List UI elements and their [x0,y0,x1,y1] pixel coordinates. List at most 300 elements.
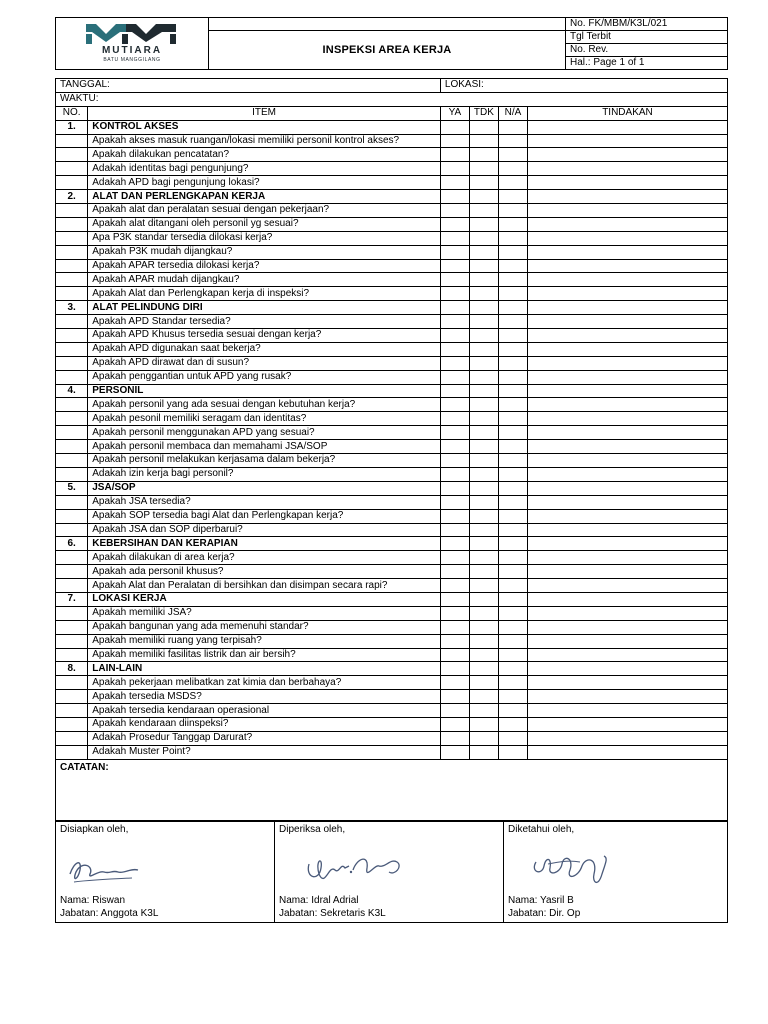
tdk-checkbox[interactable] [469,537,498,551]
tdk-checkbox[interactable] [469,176,498,190]
section-row [56,190,728,204]
na-checkbox[interactable] [498,551,527,565]
ya-checkbox[interactable] [440,717,469,731]
na-checkbox[interactable] [498,176,527,190]
tindakan-field[interactable] [527,440,727,454]
checklist-item-row [56,176,728,190]
checklist-item: Apakah alat ditangani oleh personil yg sesuai? [88,217,441,231]
signature-table [55,821,728,923]
ya-checkbox[interactable] [440,384,469,398]
tdk-checkbox[interactable] [469,509,498,523]
checklist-item-row [56,495,728,509]
checklist-item: Apakah personil yang ada sesuai dengan kebutuhan kerja? [88,398,441,412]
ya-checkbox[interactable] [440,731,469,745]
signer-position: Jabatan: Anggota K3L [60,907,159,919]
tindakan-field[interactable] [527,592,727,606]
tindakan-field[interactable] [527,342,727,356]
tdk-checkbox[interactable] [469,370,498,384]
tdk-checkbox[interactable] [469,329,498,343]
tindakan-field[interactable] [527,384,727,398]
ya-checkbox[interactable] [440,301,469,315]
tdk-checkbox[interactable] [469,495,498,509]
tindakan-field[interactable] [527,315,727,329]
ya-checkbox[interactable] [440,245,469,259]
tindakan-field[interactable] [527,634,727,648]
section-row [56,384,728,398]
checklist-item: Apakah JSA dan SOP diperbarui? [88,523,441,537]
tindakan-field[interactable] [527,176,727,190]
tindakan-field[interactable] [527,162,727,176]
doc-number: No. FK/MBM/K3L/021 [566,18,728,31]
ya-checkbox[interactable] [440,523,469,537]
ya-checkbox[interactable] [440,426,469,440]
na-checkbox[interactable] [498,148,527,162]
na-checkbox[interactable] [498,370,527,384]
tdk-checkbox[interactable] [469,565,498,579]
ya-checkbox[interactable] [440,231,469,245]
checklist-item: Apakah alat dan peralatan sesuai dengan pekerjaan? [88,204,441,218]
na-checkbox[interactable] [498,704,527,718]
tindakan-field[interactable] [527,301,727,315]
na-checkbox[interactable] [498,731,527,745]
checklist-item: Apakah tersedia MSDS? [88,690,441,704]
checklist-item-row [56,676,728,690]
catatan-field[interactable]: CATATAN: [56,759,728,820]
tdk-checkbox[interactable] [469,481,498,495]
item-number [56,329,88,343]
section-number: 4. [56,384,88,398]
tindakan-field[interactable] [527,662,727,676]
tindakan-field[interactable] [527,551,727,565]
tindakan-field[interactable] [527,231,727,245]
ya-checkbox[interactable] [440,690,469,704]
ya-checkbox[interactable] [440,509,469,523]
na-checkbox[interactable] [498,620,527,634]
checklist-item: Apakah APAR tersedia dilokasi kerja? [88,259,441,273]
na-checkbox[interactable] [498,440,527,454]
ya-checkbox[interactable] [440,454,469,468]
tdk-checkbox[interactable] [469,745,498,759]
ya-checkbox[interactable] [440,579,469,593]
tindakan-field[interactable] [527,412,727,426]
ya-checkbox[interactable] [440,273,469,287]
item-number [56,620,88,634]
tindakan-field[interactable] [527,717,727,731]
checklist-item-row [56,217,728,231]
na-checkbox[interactable] [498,676,527,690]
na-checkbox[interactable] [498,190,527,204]
ya-checkbox[interactable] [440,329,469,343]
no-rev: No. Rev. [566,44,728,57]
na-checkbox[interactable] [498,412,527,426]
checklist-item: Apakah pesonil memiliki seragam dan identitas? [88,412,441,426]
ya-checkbox[interactable] [440,620,469,634]
checklist-item-row [56,398,728,412]
ya-checkbox[interactable] [440,356,469,370]
tindakan-field[interactable] [527,287,727,301]
na-checkbox[interactable] [498,745,527,759]
ya-checkbox[interactable] [440,287,469,301]
checklist-item: Apakah memiliki fasilitas listrik dan air bersih? [88,648,441,662]
tindakan-field[interactable] [527,120,727,134]
tindakan-field[interactable] [527,467,727,481]
checklist-item-row [56,204,728,218]
tdk-checkbox[interactable] [469,467,498,481]
tindakan-field[interactable] [527,398,727,412]
header-blank [209,18,566,31]
tdk-checkbox[interactable] [469,148,498,162]
ya-checkbox[interactable] [440,162,469,176]
item-number [56,634,88,648]
item-number [56,370,88,384]
checklist-item-row [56,134,728,148]
signature-label: Disiapkan oleh, [60,823,129,835]
section-number: 7. [56,592,88,606]
section-title: LOKASI KERJA [88,592,441,606]
item-number [56,398,88,412]
tindakan-field[interactable] [527,509,727,523]
checklist-item: Adakah izin kerja bagi personil? [88,467,441,481]
na-checkbox[interactable] [498,579,527,593]
na-checkbox[interactable] [498,537,527,551]
tindakan-field[interactable] [527,370,727,384]
checklist-item: Apakah personil menggunakan APD yang sesuai? [88,426,441,440]
tdk-checkbox[interactable] [469,606,498,620]
catatan-row [56,759,728,820]
item-number [56,148,88,162]
signer-name: Nama: Idral Adrial [279,894,359,906]
ya-checkbox[interactable] [440,190,469,204]
section-title: JSA/SOP [88,481,441,495]
col-na: N/A [498,106,527,120]
tindakan-field[interactable] [527,329,727,343]
tdk-checkbox[interactable] [469,717,498,731]
tindakan-field[interactable] [527,259,727,273]
tindakan-field[interactable] [527,648,727,662]
tdk-checkbox[interactable] [469,579,498,593]
na-checkbox[interactable] [498,662,527,676]
signer-name: Nama: Riswan [60,894,126,906]
item-number [56,509,88,523]
tdk-checkbox[interactable] [469,648,498,662]
checklist-item: Apakah personil melakukan kerjasama dalam bekerja? [88,454,441,468]
ya-checkbox[interactable] [440,537,469,551]
tindakan-field[interactable] [527,454,727,468]
tdk-checkbox[interactable] [469,342,498,356]
tindakan-field[interactable] [527,565,727,579]
tindakan-field[interactable] [527,523,727,537]
signature-block-prepared [56,821,275,922]
na-checkbox[interactable] [498,717,527,731]
section-number: 1. [56,120,88,134]
item-number [56,426,88,440]
section-row [56,592,728,606]
na-checkbox[interactable] [498,384,527,398]
na-checkbox[interactable] [498,690,527,704]
na-checkbox[interactable] [498,120,527,134]
tindakan-field[interactable] [527,204,727,218]
signature-block-acknowledged [504,821,728,922]
company-logo [56,18,209,70]
checklist-item: Apakah APAR mudah dijangkau? [88,273,441,287]
item-number [56,245,88,259]
checklist-item: Apakah tersedia kendaraan operasional [88,704,441,718]
checklist-item-row [56,287,728,301]
ya-checkbox[interactable] [440,648,469,662]
tindakan-field[interactable] [527,273,727,287]
tindakan-field[interactable] [527,245,727,259]
na-checkbox[interactable] [498,509,527,523]
checklist-item: Apakah personil membaca dan memahami JSA/SOP [88,440,441,454]
checklist-item: Apakah pekerjaan melibatkan zat kimia dan berbahaya? [88,676,441,690]
checklist-item-row [56,509,728,523]
section-row [56,662,728,676]
item-number [56,551,88,565]
na-checkbox[interactable] [498,356,527,370]
na-checkbox[interactable] [498,315,527,329]
section-number: 6. [56,537,88,551]
ya-checkbox[interactable] [440,134,469,148]
tindakan-field[interactable] [527,148,727,162]
ya-checkbox[interactable] [440,398,469,412]
section-number: 5. [56,481,88,495]
ya-checkbox[interactable] [440,467,469,481]
ya-checkbox[interactable] [440,606,469,620]
tindakan-field[interactable] [527,537,727,551]
ya-checkbox[interactable] [440,551,469,565]
ya-checkbox[interactable] [440,342,469,356]
tdk-checkbox[interactable] [469,523,498,537]
tdk-checkbox[interactable] [469,620,498,634]
checklist-item: Apakah APD dirawat dan di susun? [88,356,441,370]
na-checkbox[interactable] [498,467,527,481]
checklist-item-row [56,440,728,454]
checklist-item-row [56,342,728,356]
tdk-checkbox[interactable] [469,398,498,412]
checklist-item: Apa P3K standar tersedia dilokasi kerja? [88,231,441,245]
section-row [56,537,728,551]
item-number [56,217,88,231]
info-row-waktu [56,92,728,106]
tdk-checkbox[interactable] [469,245,498,259]
na-checkbox[interactable] [498,342,527,356]
checklist-item-row [56,523,728,537]
checklist-item-row [56,606,728,620]
tanggal-field[interactable]: TANGGAL: [56,79,441,93]
na-checkbox[interactable] [498,162,527,176]
tdk-checkbox[interactable] [469,231,498,245]
tdk-checkbox[interactable] [469,412,498,426]
tdk-checkbox[interactable] [469,204,498,218]
item-number [56,440,88,454]
ya-checkbox[interactable] [440,634,469,648]
ya-checkbox[interactable] [440,704,469,718]
tdk-checkbox[interactable] [469,676,498,690]
tdk-checkbox[interactable] [469,162,498,176]
tdk-checkbox[interactable] [469,217,498,231]
na-checkbox[interactable] [498,204,527,218]
na-checkbox[interactable] [498,426,527,440]
tindakan-field[interactable] [527,579,727,593]
ya-checkbox[interactable] [440,745,469,759]
checklist-item: Apakah memiliki JSA? [88,606,441,620]
tindakan-field[interactable] [527,134,727,148]
na-checkbox[interactable] [498,287,527,301]
checklist-item: Apakah dilakukan pencatatan? [88,148,441,162]
ya-checkbox[interactable] [440,592,469,606]
item-number [56,356,88,370]
na-checkbox[interactable] [498,231,527,245]
checklist-item: Apakah Alat dan Perlengkapan kerja di inspeksi? [88,287,441,301]
signature-riswan [60,844,270,894]
na-checkbox[interactable] [498,259,527,273]
na-checkbox[interactable] [498,592,527,606]
ya-checkbox[interactable] [440,204,469,218]
checklist-item: Apakah P3K mudah dijangkau? [88,245,441,259]
checklist-item: Apakah memiliki ruang yang terpisah? [88,634,441,648]
checklist-item-row [56,745,728,759]
section-number: 8. [56,662,88,676]
ya-checkbox[interactable] [440,676,469,690]
tdk-checkbox[interactable] [469,287,498,301]
ya-checkbox[interactable] [440,370,469,384]
na-checkbox[interactable] [498,648,527,662]
tdk-checkbox[interactable] [469,551,498,565]
tdk-checkbox[interactable] [469,384,498,398]
na-checkbox[interactable] [498,301,527,315]
ya-checkbox[interactable] [440,217,469,231]
column-header-row [56,106,728,120]
waktu-field[interactable]: WAKTU: [56,92,728,106]
tindakan-field[interactable] [527,745,727,759]
ya-checkbox[interactable] [440,176,469,190]
na-checkbox[interactable] [498,481,527,495]
checklist-item-row [56,717,728,731]
tindakan-field[interactable] [527,356,727,370]
checklist-item-row [56,148,728,162]
tdk-checkbox[interactable] [469,301,498,315]
tindakan-field[interactable] [527,731,727,745]
section-number: 2. [56,190,88,204]
ya-checkbox[interactable] [440,120,469,134]
checklist-item-row [56,315,728,329]
ya-checkbox[interactable] [440,565,469,579]
tindakan-field[interactable] [527,217,727,231]
section-title: LAIN-LAIN [88,662,441,676]
tdk-checkbox[interactable] [469,440,498,454]
tdk-checkbox[interactable] [469,592,498,606]
item-number [56,676,88,690]
tindakan-field[interactable] [527,676,727,690]
na-checkbox[interactable] [498,523,527,537]
ya-checkbox[interactable] [440,481,469,495]
ya-checkbox[interactable] [440,259,469,273]
section-row [56,481,728,495]
ya-checkbox[interactable] [440,440,469,454]
tindakan-field[interactable] [527,495,727,509]
tindakan-field[interactable] [527,620,727,634]
section-number: 3. [56,301,88,315]
checklist-item-row [56,551,728,565]
tindakan-field[interactable] [527,690,727,704]
na-checkbox[interactable] [498,217,527,231]
tindakan-field[interactable] [527,704,727,718]
tdk-checkbox[interactable] [469,134,498,148]
item-number [56,523,88,537]
lokasi-field[interactable]: LOKASI: [440,79,727,93]
ya-checkbox[interactable] [440,412,469,426]
tdk-checkbox[interactable] [469,662,498,676]
checklist-item-row [56,704,728,718]
na-checkbox[interactable] [498,273,527,287]
item-number [56,342,88,356]
tdk-checkbox[interactable] [469,273,498,287]
tindakan-field[interactable] [527,190,727,204]
tdk-checkbox[interactable] [469,190,498,204]
tdk-checkbox[interactable] [469,731,498,745]
tindakan-field[interactable] [527,426,727,440]
ya-checkbox[interactable] [440,662,469,676]
tindakan-field[interactable] [527,481,727,495]
tdk-checkbox[interactable] [469,634,498,648]
checklist-item-row [56,356,728,370]
tdk-checkbox[interactable] [469,690,498,704]
checklist-item-row [56,259,728,273]
item-number [56,176,88,190]
checklist-item: Apakah akses masuk ruangan/lokasi memiliki personil kontrol akses? [88,134,441,148]
signature-label: Diketahui oleh, [508,823,575,835]
page-number: Hal.: Page 1 of 1 [566,57,728,70]
na-checkbox[interactable] [498,329,527,343]
checklist-item-row [56,162,728,176]
tdk-checkbox[interactable] [469,704,498,718]
checklist-item: Apakah kendaraan diinspeksi? [88,717,441,731]
item-number [56,454,88,468]
tdk-checkbox[interactable] [469,259,498,273]
tdk-checkbox[interactable] [469,454,498,468]
na-checkbox[interactable] [498,634,527,648]
na-checkbox[interactable] [498,606,527,620]
section-title: KONTROL AKSES [88,120,441,134]
item-number [56,315,88,329]
na-checkbox[interactable] [498,495,527,509]
ya-checkbox[interactable] [440,315,469,329]
ya-checkbox[interactable] [440,148,469,162]
item-number [56,204,88,218]
checklist-item: Adakah Prosedur Tanggap Darurat? [88,731,441,745]
checklist-item: Adakah identitas bagi pengunjung? [88,162,441,176]
na-checkbox[interactable] [498,134,527,148]
tdk-checkbox[interactable] [469,315,498,329]
item-number [56,717,88,731]
tdk-checkbox[interactable] [469,120,498,134]
item-number [56,231,88,245]
na-checkbox[interactable] [498,454,527,468]
mutiara-logo-icon [72,20,192,64]
na-checkbox[interactable] [498,565,527,579]
tdk-checkbox[interactable] [469,426,498,440]
signature-yasril [508,844,723,894]
na-checkbox[interactable] [498,245,527,259]
tindakan-field[interactable] [527,606,727,620]
ya-checkbox[interactable] [440,495,469,509]
na-checkbox[interactable] [498,398,527,412]
checklist-item: Apakah penggantian untuk APD yang rusak? [88,370,441,384]
logo-subtext: BATU MANGGILANG [103,56,161,63]
form-header [55,17,728,70]
tdk-checkbox[interactable] [469,356,498,370]
signer-position: Jabatan: Sekretaris K3L [279,907,386,919]
